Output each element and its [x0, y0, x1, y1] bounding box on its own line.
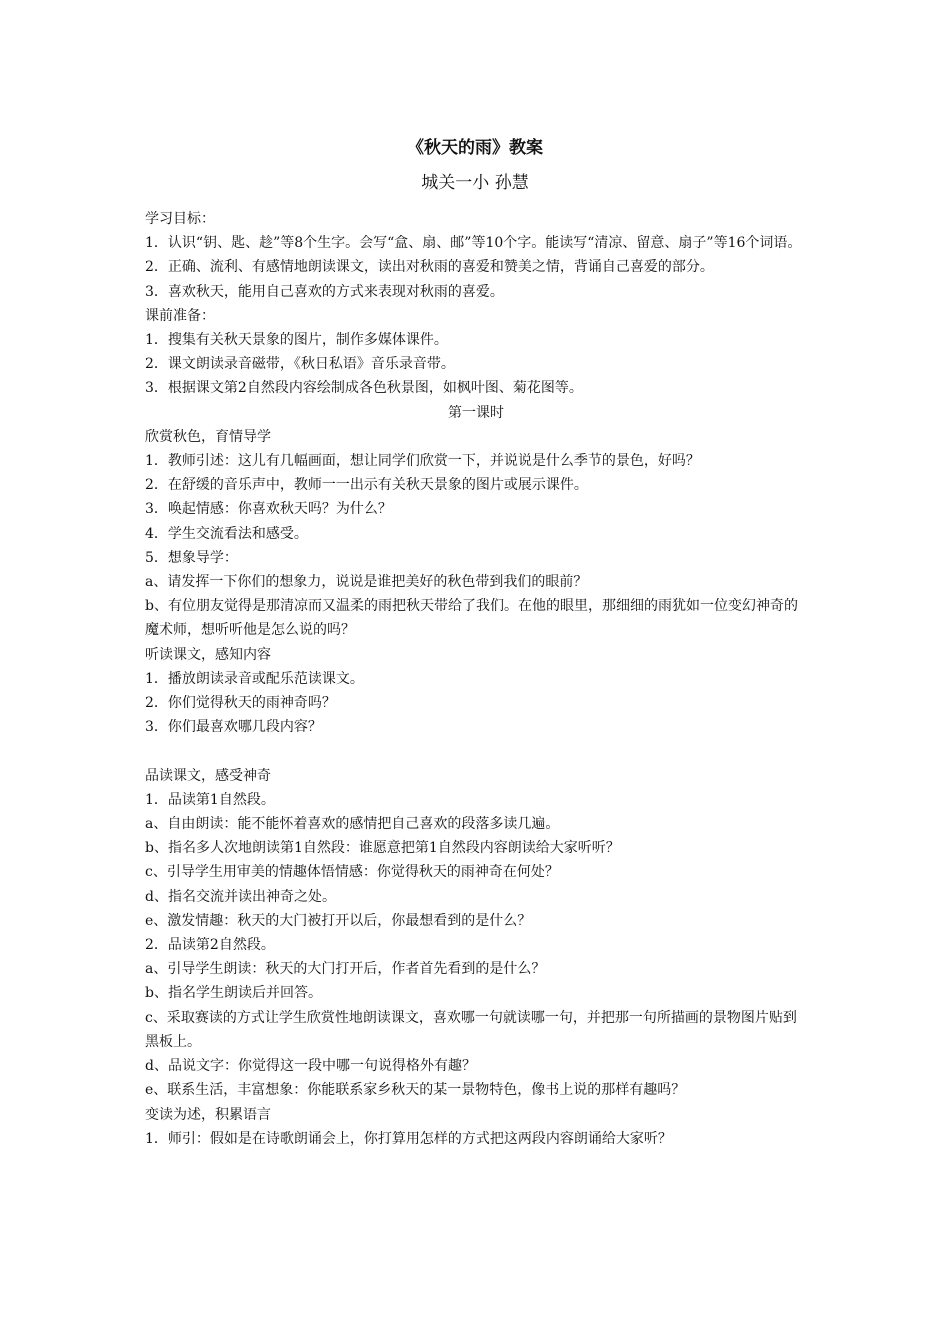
text-line: a、引导学生朗读：秋天的大门打开后，作者首先看到的是什么？: [145, 961, 546, 978]
text-line: 欣赏秋色，育情导学: [145, 428, 271, 445]
text-line: d、品说文字：你觉得这一段中哪一句说得格外有趣？: [145, 1058, 476, 1075]
text-line: 3．你们最喜欢哪几段内容？: [145, 719, 322, 736]
text-line: 1．品读第1自然段。: [145, 791, 275, 808]
text-line: 3．根据课文第2自然段内容绘制成各色秋景图，如枫叶图、菊花图等。: [145, 380, 583, 397]
text-line: 课前准备：: [145, 307, 215, 324]
text-line: 5．想象导学：: [145, 549, 238, 566]
text-line: d、指名交流并读出神奇之处。: [145, 888, 336, 905]
text-line: 2．正确、流利、有感情地朗读课文，读出对秋雨的喜爱和赞美之情，背诵自己喜爱的部分。: [145, 259, 714, 276]
text-line: b、指名学生朗读后并回答。: [145, 985, 322, 1002]
text-line: 1．教师引述：这儿有几幅画面，想让同学们欣赏一下，并说说是什么季节的景色，好吗？: [145, 453, 700, 470]
text-line: e、联系生活，丰富想象：你能联系家乡秋天的某一景物特色，像书上说的那样有趣吗？: [145, 1082, 686, 1099]
text-line: 1．师引：假如是在诗歌朗诵会上，你打算用怎样的方式把这两段内容朗诵给大家听？: [145, 1130, 672, 1147]
blank-line: [145, 739, 807, 763]
text-line: 3．唤起情感：你喜欢秋天吗？为什么？: [145, 501, 392, 518]
text-line: 1．搜集有关秋天景象的图片，制作多媒体课件。: [145, 332, 448, 349]
text-line: 3．喜欢秋天，能用自己喜欢的方式来表现对秋雨的喜爱。: [145, 283, 504, 300]
section-heading: 第一课时: [448, 404, 504, 421]
text-line: b、指名多人次地朗读第1自然段：谁愿意把第1自然段内容朗读给大家听听？: [145, 840, 620, 857]
text-line: 变读为述，积累语言: [145, 1106, 271, 1123]
text-line: 品读课文，感受神奇: [145, 767, 271, 784]
text-line: a、请发挥一下你们的想象力，说说是谁把美好的秋色带到我们的眼前？: [145, 574, 588, 591]
text-line: 听读课文，感知内容: [145, 646, 271, 663]
text-line: 2．你们觉得秋天的雨神奇吗？: [145, 695, 336, 712]
document-body: [145, 207, 807, 1151]
text-line: 2．在舒缓的音乐声中，教师一一出示有关秋天景象的图片或展示课件。: [145, 477, 588, 494]
text-line: 2．课文朗读录音磁带，《秋日私语》音乐录音带。: [145, 356, 455, 373]
document-title: 《秋天的雨》教案: [407, 138, 543, 158]
document-author: 城关一小 孙慧: [421, 173, 529, 193]
text-line: c、引导学生用审美的情趣体悟情感：你觉得秋天的雨神奇在何处？: [145, 864, 559, 881]
text-line: a、自由朗读：能不能怀着喜欢的感情把自己喜欢的段落多读几遍。: [145, 816, 560, 833]
text-line: 学习目标：: [145, 211, 215, 227]
text-line: e、激发情趣：秋天的大门被打开以后，你最想看到的是什么？: [145, 912, 532, 929]
text-line: 4．学生交流看法和感受。: [145, 525, 308, 542]
text-line: 1．认识“钥、匙、趁”等8个生字。会写“盒、扇、邮”等10个字。能读写“清凉、留意、扇子”等16个词语。: [145, 235, 802, 252]
text-line: b、有位朋友觉得是那清凉而又温柔的雨把秋天带给了我们。在他的眼里，那细细的雨犹如一位变幻神奇的魔术师，想听听他是怎么说的吗？: [145, 598, 798, 639]
text-line: c、采取赛读的方式让学生欣赏性地朗读课文，喜欢哪一句就读哪一句，并把那一句所描画的景物图片贴到黑板上。: [145, 1009, 797, 1050]
text-line: 2．品读第2自然段。: [145, 937, 275, 954]
text-line: 1．播放朗读录音或配乐范读课文。: [145, 670, 364, 687]
